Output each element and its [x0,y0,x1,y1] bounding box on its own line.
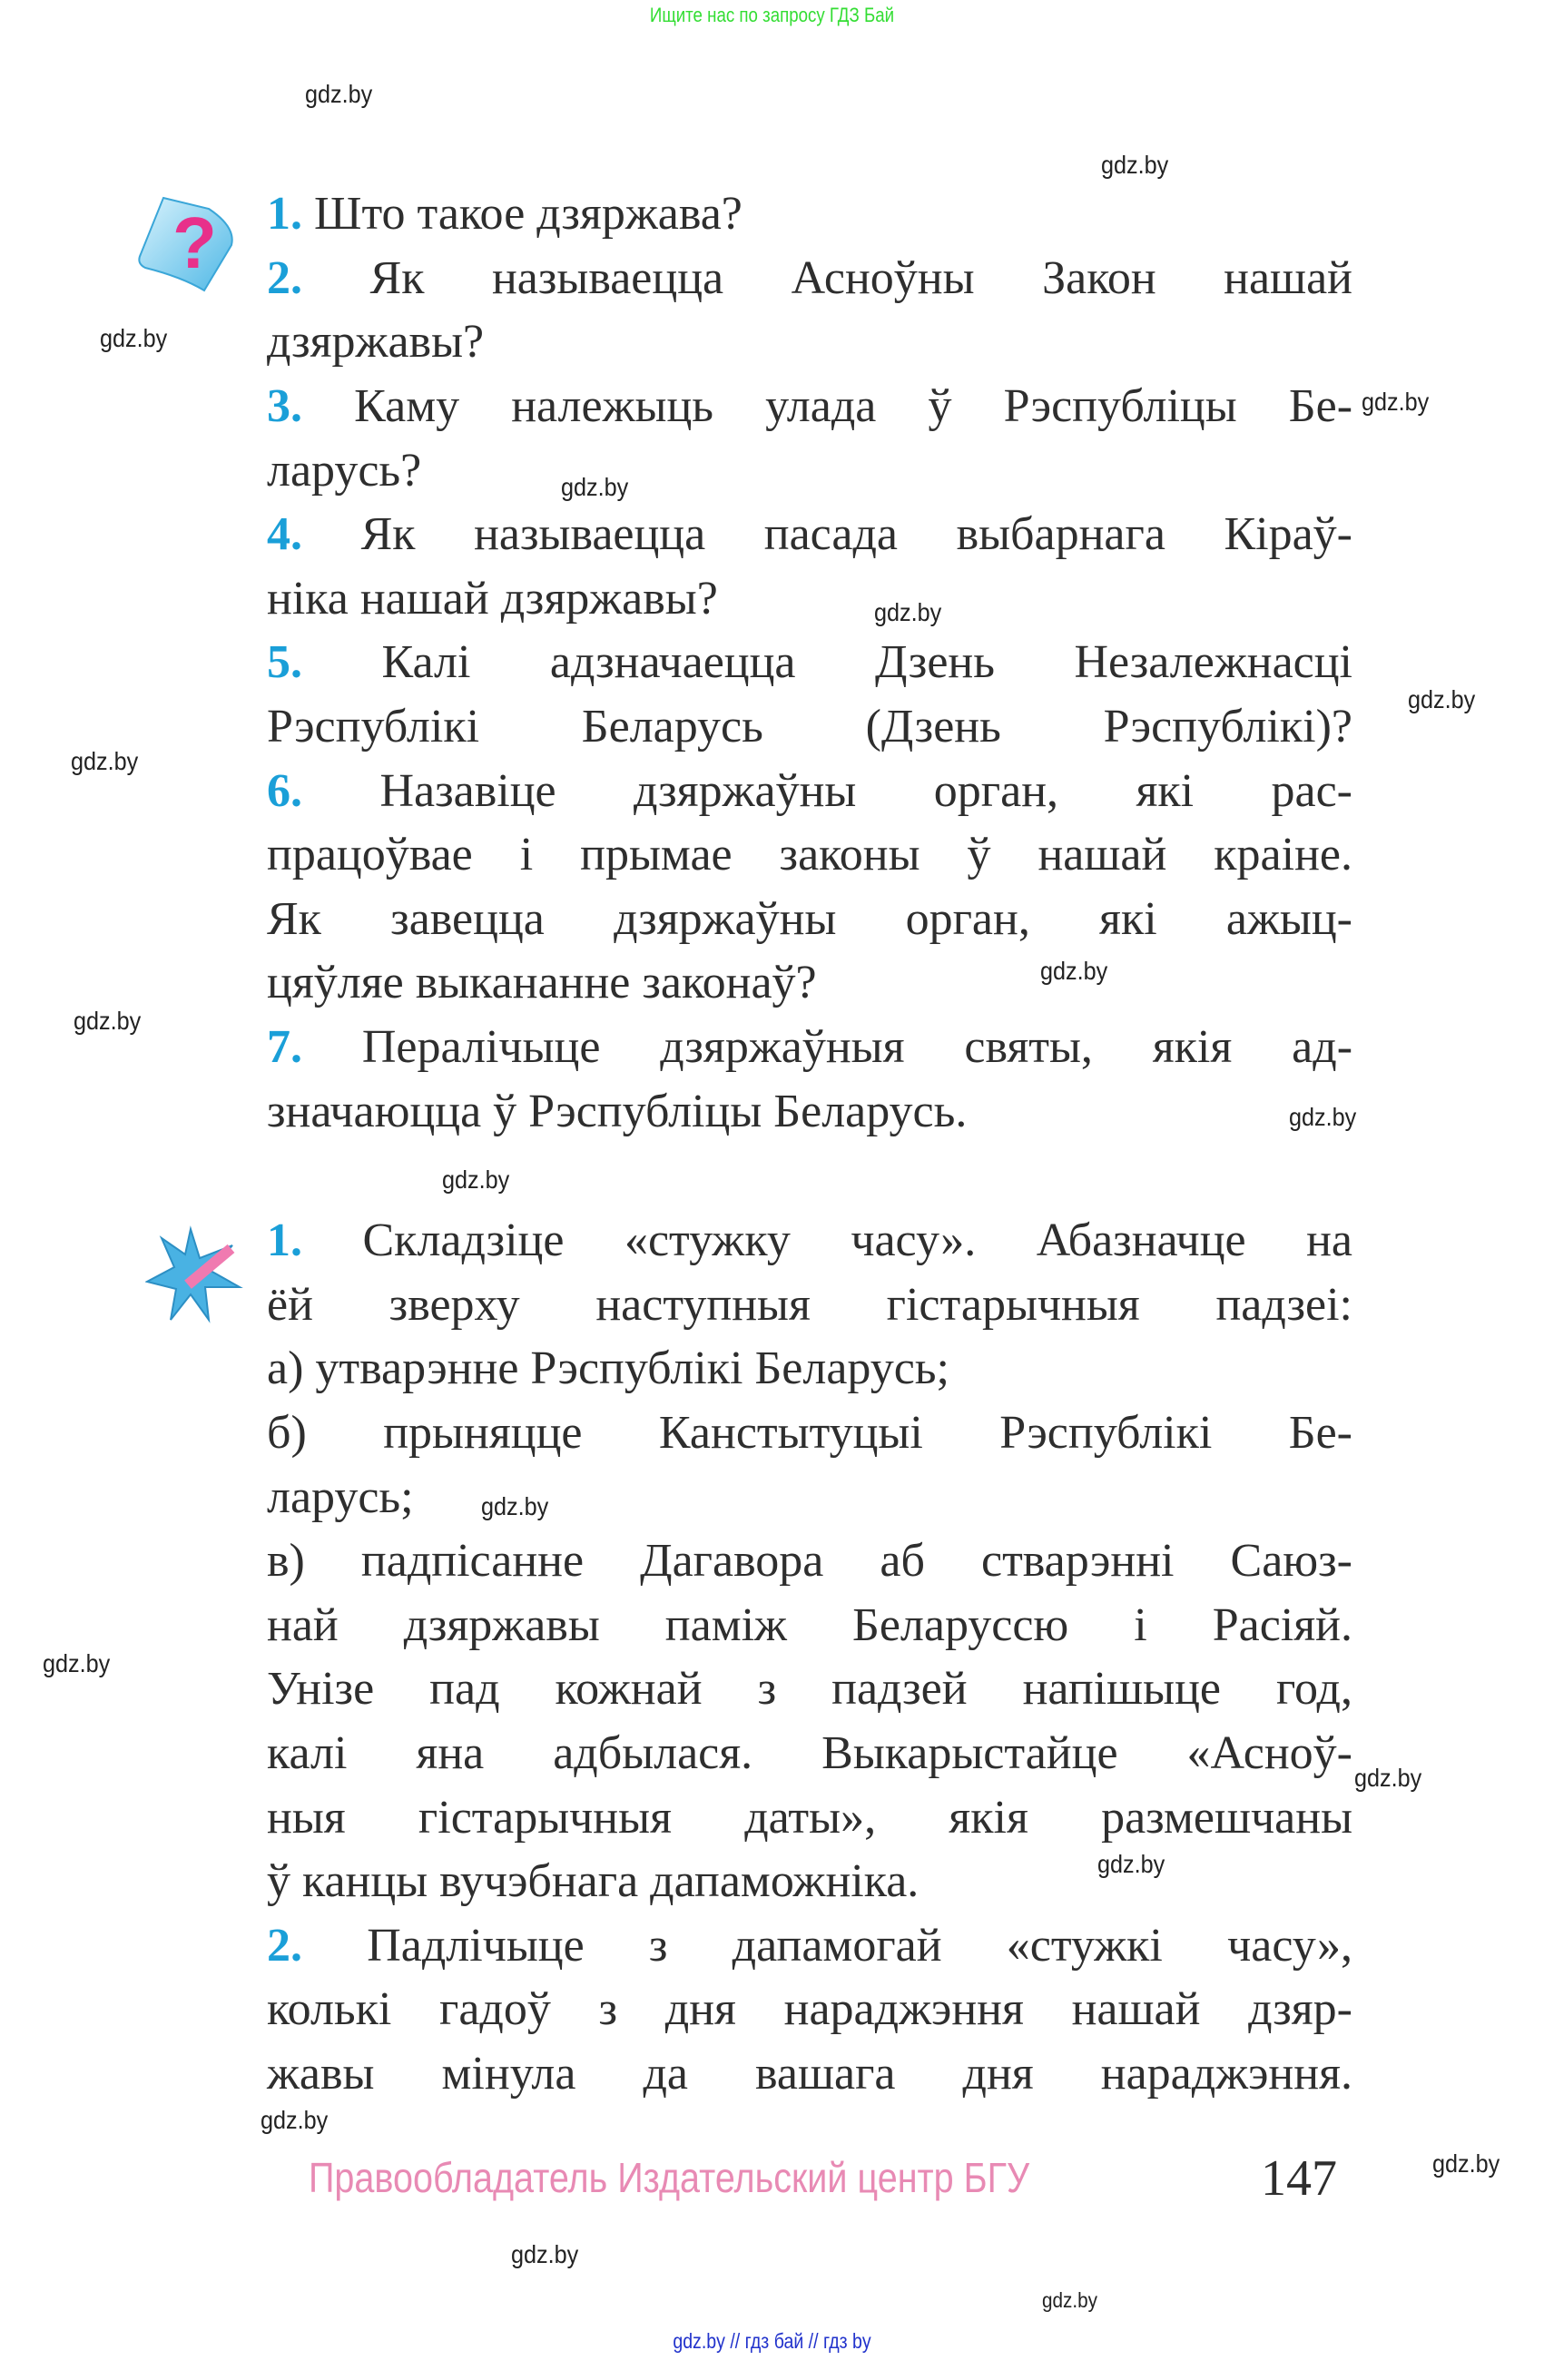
task-line: 2. Падлічыце з дапамогай «стужкі часу», [267,1920,1353,1972]
watermark: gdz.by [442,1165,510,1194]
task-line: а) утварэнне Рэспублікі Беларусь; [267,1342,949,1394]
task-line: жавы мінула да вашага дня нараджэння. [267,2048,1352,2100]
bottom-links[interactable]: gdz.by // гдз бай // гдз by [673,2329,871,2353]
watermark: gdz.by [561,473,629,501]
watermark: gdz.by [261,2106,329,2134]
watermark: gdz.by [1408,685,1476,713]
watermark: gdz.by [1362,388,1430,416]
question-line: цяўляе выкананне законаў? [267,957,817,1008]
question-line: значаюцца ў Рэспубліцы Беларусь. [267,1086,968,1137]
watermark: gdz.by [874,598,942,626]
page-number: 147 [1261,2150,1337,2207]
watermark: gdz.by [481,1492,549,1520]
task-line: ў канцы вучэбнага дапаможніка. [267,1855,920,1907]
star-pencil-icon [145,1225,243,1323]
question-line: 3. Каму належыць улада ў Рэспубліцы Бе- [267,380,1353,432]
watermark: gdz.by [43,1649,111,1677]
copyright-footer: Правообладатель Издательский центр БГУ [309,2154,1030,2201]
task-line: Унізе пад кожнай з падзей напішыце год, [267,1663,1352,1715]
question-line: 4. Як называецца пасада выбарнага Кіраў- [267,508,1352,560]
watermark: gdz.by [71,747,139,775]
watermark: gdz.by [1289,1103,1357,1131]
question-line: 2. Як называецца Асноўны Закон нашай [267,252,1353,304]
search-hint: Ищите нас по запросу ГДЗ Бай [649,4,895,26]
svg-text:?: ? [172,202,217,283]
question-line: ніка нашай дзяржавы? [267,573,718,625]
watermark: gdz.by [1354,1764,1422,1792]
watermark: gdz.by [1432,2149,1500,2178]
question-line: 6. Назавіце дзяржаўны орган, які рас- [267,765,1353,817]
task-line: ныя гістарычныя даты», якія размешчаны [267,1792,1352,1844]
watermark: gdz.by [74,1007,142,1035]
task-line: колькі гадоў з дня нараджэння нашай дзяр- [267,1983,1352,2035]
watermark: gdz.by [305,80,373,108]
task-line: най дзяржавы паміж Беларуссю і Расіяй. [267,1599,1352,1651]
task-line: б) прыняцце Канстытуцыі Рэспублікі Бе- [267,1407,1352,1459]
question-line: дзяржавы? [267,316,485,368]
question-line: Як завецца дзяржаўны орган, які ажыц- [267,893,1352,945]
task-line: в) падпісанне Дагавора аб стварэнні Саюз- [267,1535,1352,1587]
watermark: gdz.by [1040,957,1108,985]
question-line: працоўвае і прымае законы ў нашай краіне. [267,829,1352,880]
watermark: gdz.by [1042,2288,1097,2312]
watermark: gdz.by [1097,1850,1165,1878]
question-line: Рэспублікі Беларусь (Дзень Рэспублікі)? [267,701,1352,752]
question-line: 5. Калі адзначаецца Дзень Незалежнасці [267,636,1353,688]
watermark: gdz.by [1101,151,1169,179]
question-book-icon [136,191,245,295]
task-line: ёй зверху наступныя гістарычныя падзеі: [267,1279,1352,1331]
question-line: 7. Пералічыце дзяржаўныя святы, якія ад- [267,1021,1353,1073]
question-line: ларусь? [267,445,422,497]
watermark: gdz.by [511,2240,579,2268]
question-line: 1. Што такое дзяржава? [267,188,742,240]
task-line: 1. Складзіце «стужку часу». Абазначце на [267,1215,1353,1266]
task-line: ларусь; [267,1471,414,1523]
watermark: gdz.by [100,324,168,352]
task-line: калі яна адбылася. Выкарыстайце «Асноў- [267,1727,1352,1779]
